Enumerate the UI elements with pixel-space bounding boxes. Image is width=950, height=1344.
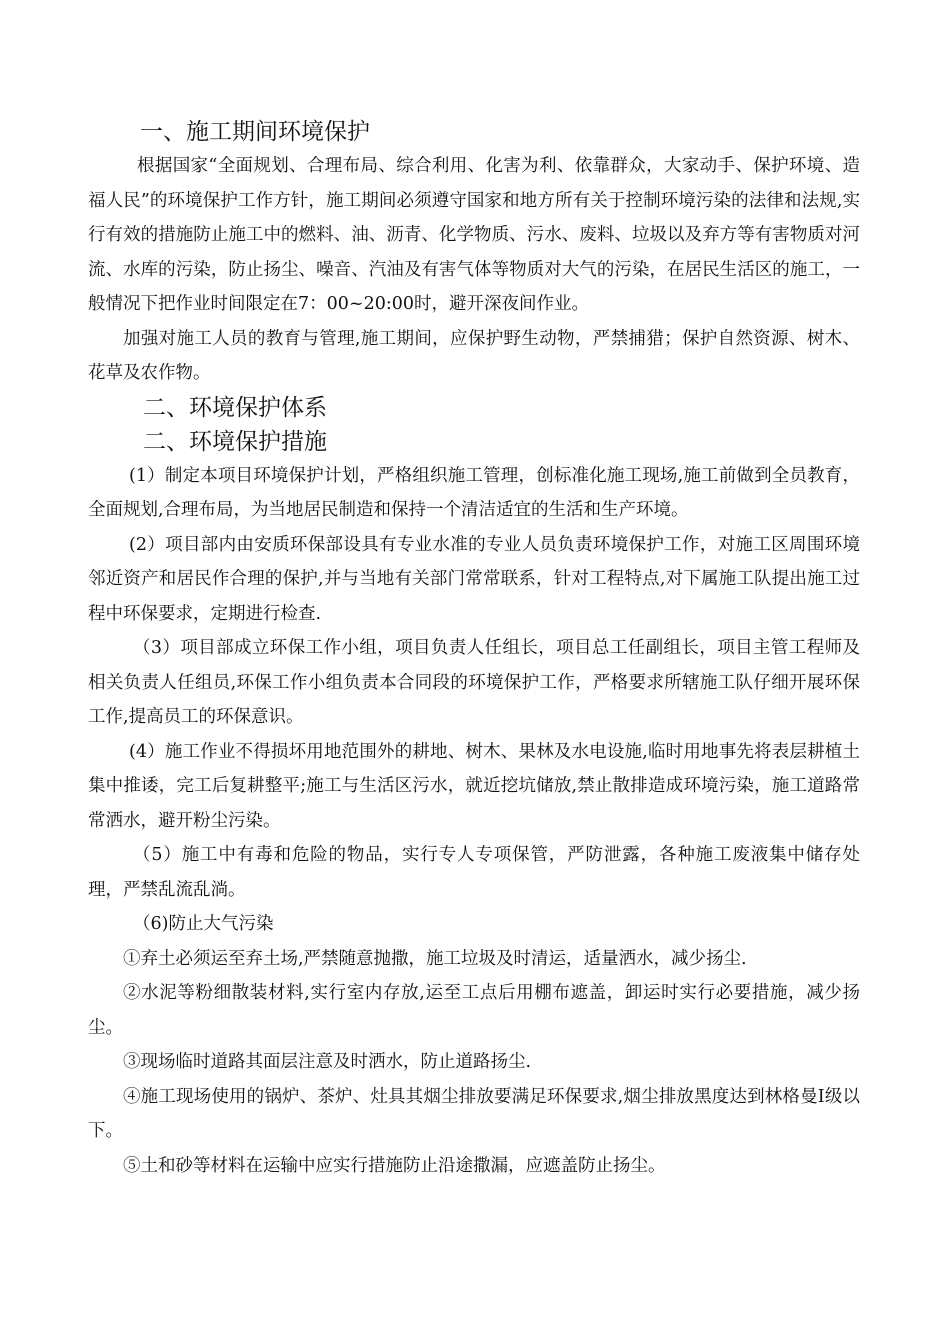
- list-item-air-4: ④施工现场使用的锅炉、茶炉、灶具其烟尘排放要满足环保要求,烟尘排放黑度达到林格曼Ⅰ级以下。: [88, 1086, 860, 1141]
- list-item-measure-5: （5）施工中有毒和危险的物品，实行专人专项保管，严防泄露，各种施工废液集中储存处理，严禁乱流乱淌。: [88, 845, 860, 900]
- list-item-air-1: ①弃土必须运至弃土场,严禁随意抛撒，施工垃圾及时清运，适量洒水，减少扬尘.: [123, 948, 747, 969]
- list-item-measure-1: (1）制定本项目环境保护计划，严格组织施工管理，创标准化施工现场,施工前做到全员教育，全面规划,合理布局，为当地居民制造和保持一个清洁适宜的生活和生产环境。: [88, 465, 860, 520]
- section-title-environment-protection: 一、施工期间环境保护: [140, 119, 370, 145]
- list-item-measure-4: (4）施工作业不得损坏用地范围外的耕地、树木、果林及水电设施,临时用地事先将表层耕植土集中推诿，完工后复耕整平;施工与生活区污水，就近挖坑储放,禁止散排造成环境污染，施工道路常常洒水，避开粉尘污染。: [88, 741, 860, 831]
- paragraph-policy: 根据国家“全面规划、合理布局、综合利用、化害为利、依靠群众，大家动手、保护环境、造福人民”的环境保护工作方针，施工期间必须遵守国家和地方所有关于控制环境污染的法律和法规,实行有效的措施防止施工中的燃料、油、沥青、化学物质、污水、废料、垃圾以及弃方等有害物质对河流、水库的污染，防止扬尘、噪音、汽油及有害气体等物质对大气的污染，在居民生活区的施工，一般情况下把作业时间限定在7：00~20:00时，避开深夜间作业。: [88, 156, 860, 314]
- list-item-measure-6-title: （6)防止大气污染: [133, 914, 274, 934]
- section-title-protection-system: 二、环境保护体系: [143, 394, 327, 421]
- list-item-measure-2: (2）项目部内由安质环保部设具有专业水准的专业人员负责环境保护工作，对施工区周围环境邻近资产和居民作合理的保护,并与当地有关部门常常联系，针对工程特点,对下属施工队提出施工过程中环保要求，定期进行检查.: [88, 534, 860, 624]
- document-page: [88, 112, 860, 1183]
- paragraph-staff-education: 加强对施工人员的教育与管理,施工期间，应保护野生动物，严禁捕猎；保护自然资源、树木、花草及农作物。: [88, 328, 860, 383]
- list-item-air-3: ③现场临时道路其面层注意及时洒水，防止道路扬尘.: [123, 1052, 532, 1072]
- list-item-air-5: ⑤土和砂等材料在运输中应实行措施防止沿途撒漏，应遮盖防止扬尘。: [123, 1155, 666, 1176]
- list-item-air-2: ②水泥等粉细散装材料,实行室内存放,运至工点后用棚布遮盖，卸运时实行必要措施，减少扬尘。: [88, 983, 860, 1038]
- list-item-measure-3: （3）项目部成立环保工作小组，项目负责人任组长，项目总工任副组长，项目主管工程师及相关负责人任组员,环保工作小组负责本合同段的环境保护工作，严格要求所辖施工队仔细开展环保工作,提高员工的环保意识。: [88, 638, 860, 727]
- section-title-protection-measures: 二、环境保护措施: [143, 428, 327, 455]
